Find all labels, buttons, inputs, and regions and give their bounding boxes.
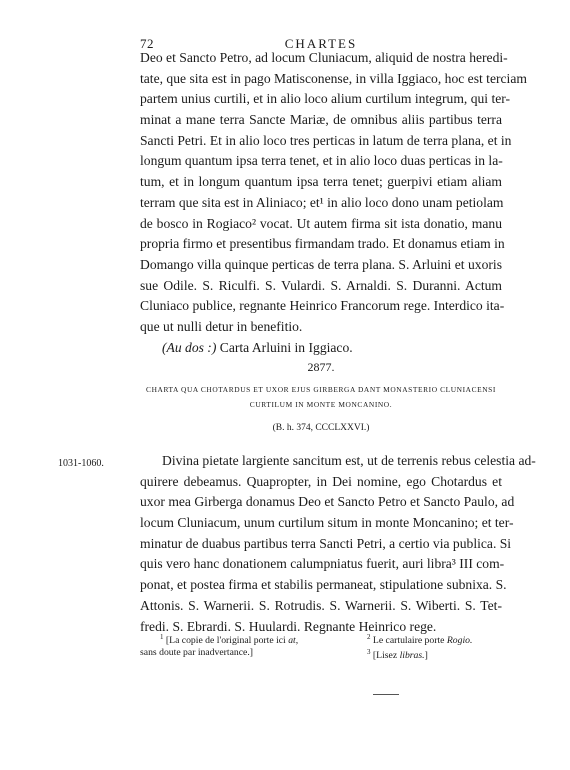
text-line: locum Cluniacum, unum curtilum situm in monte Moncanino; et ter- xyxy=(140,515,514,531)
text-line: Sancti Petri. Et in alio loco tres perticas in latum de terra plana, et in xyxy=(140,132,512,148)
text-line: Attonis. S. Warnerii. S. Rotrudis. S. Warnerii. S. Wiberti. S. Tet- xyxy=(140,597,502,613)
text-line: que ut nulli detur in benefitio. xyxy=(140,318,303,334)
text-line: Deo et Sancto Petro, ad locum Cluniacum, aliquid de nostra heredi- xyxy=(140,50,508,65)
footnote-italic: Rogio. xyxy=(446,635,473,647)
text-line: quis vero hanc donationem calumpniatus fuerit, auri libra³ III com- xyxy=(140,556,505,572)
footnote-text: ] xyxy=(424,650,428,662)
text-line: minatur de duabus partibus terra Sancti Petri, a certio via publica. Si xyxy=(140,535,512,551)
charter-title xyxy=(140,383,502,412)
text-line: Domango villa quinque perticas de terra plana. S. Arluini et uxoris xyxy=(140,256,502,272)
footnote-italic: libras. xyxy=(399,650,425,662)
page-dash xyxy=(373,694,399,695)
footnote-1-cont: sans doute par inadvertance.] xyxy=(140,647,253,658)
footnote-3 xyxy=(367,645,428,663)
running-title: CHARTES xyxy=(284,36,358,51)
text-line: quirere debeamus. Quapropter, in Dei nomine, ego Chotardus et xyxy=(140,473,502,489)
charter-source: (B. h. 374, CCCLXXVI.) xyxy=(272,423,370,433)
charter-text xyxy=(140,451,536,637)
text-line: tum, et in longum quantum ipsa terra tenet; guerpivi etiam aliam xyxy=(140,174,502,190)
charter-text-continued xyxy=(140,48,527,358)
footnote-italic: at, xyxy=(288,635,299,647)
footnote-text: [Lisez xyxy=(372,650,400,662)
page-number: 72 xyxy=(140,36,154,51)
au-dos-label: (Au dos :) xyxy=(162,339,217,355)
text-line: tate, que sita est in pago Matisconense, in villa Iggiaco, hoc est terciam xyxy=(140,70,527,86)
text-line: Divina pietate largiente sancitum est, ut de terrenis rebus celestia ad- xyxy=(162,453,536,468)
footnote-mark: 3 xyxy=(367,648,371,656)
footnote-text: Le cartulaire porte xyxy=(372,635,447,647)
text-line: sue Odile. S. Riculfi. S. Vulardi. S. Arnaldi. S. Duranni. Actum xyxy=(140,277,502,293)
footnote-text: [La copie de l'original porte ici xyxy=(165,635,289,647)
footnote-mark: 1 xyxy=(160,633,164,641)
text-line: propria firmo et presentibus firmandam trado. Et donamus etiam in xyxy=(140,236,505,252)
text-line: terram que sita est in Aliniaco; et¹ in alio loco dono unam petiolam xyxy=(140,194,504,210)
text-line: uxor mea Girberga donamus Deo et Sancto Petro et Sancto Paulo, ad xyxy=(140,494,515,510)
au-dos-text: Carta Arluini in Iggiaco. xyxy=(219,339,353,355)
text-line: minat a mane terra Sancte Mariæ, de omnibus aliis partibus terra xyxy=(140,112,502,128)
footnote-mark: 2 xyxy=(367,633,371,641)
text-line: Cluniaco publice, regnante Heinrico Francorum rege. Interdico ita- xyxy=(140,298,505,314)
au-dos-note xyxy=(140,338,502,359)
text-line: de bosco in Rogiaco² vocat. Ut autem firma sit ista donatio, manu xyxy=(140,215,502,231)
charter-title-line: CHARTA QUA CHOTARDUS ET UXOR EJUS GIRBERGA DANT MONASTERIO CLUNIACENSI xyxy=(146,385,496,394)
margin-date: 1031-1060. xyxy=(58,458,104,469)
text-line: longum quantum ipsa terra tenet, et in alio loco duas perticas in la- xyxy=(140,153,503,169)
text-line: ponat, et postea firma et stabilis permaneat, stipulatione subnixa. S. xyxy=(140,577,507,593)
charter-title-line: CURTILUM IN MONTE MONCANINO. xyxy=(249,399,393,409)
text-line: partem unius curtili, et in alio loco alium curtilum integrum, qui ter- xyxy=(140,91,511,107)
charter-number: 2877. xyxy=(307,360,335,374)
text-line: fredi. S. Ebrardi. S. Huulardi. Regnante Heinrico rege. xyxy=(140,618,437,634)
